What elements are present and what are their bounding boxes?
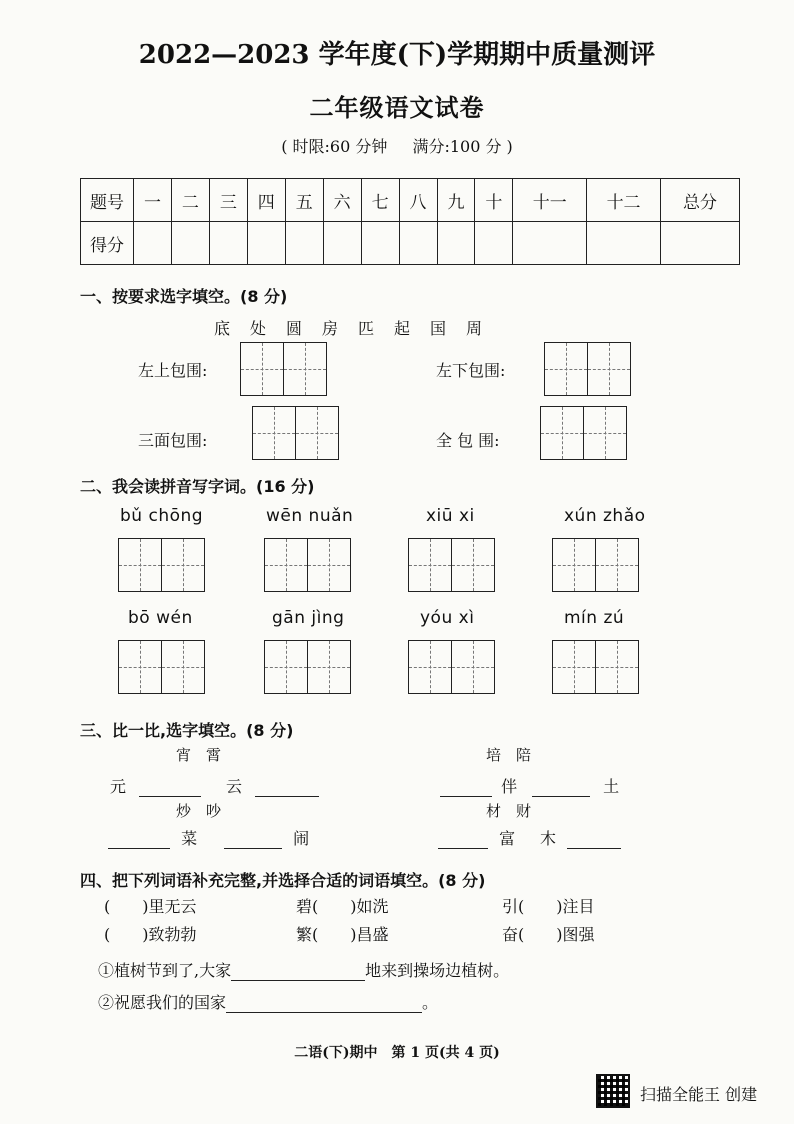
writing-cell[interactable] [307,640,351,694]
col-11: 十一 [513,179,587,222]
writing-cell[interactable] [595,640,639,694]
answer-grid[interactable] [552,640,639,694]
col-3: 三 [209,179,247,222]
pinyin: bǔ chōng [120,506,204,526]
word-char: 土 [603,777,620,796]
writing-cell[interactable] [240,342,284,396]
answer-grid-three-side[interactable] [252,406,339,460]
blank[interactable] [440,778,492,797]
writing-cell[interactable] [595,538,639,592]
sentence-1 [98,958,509,981]
answer-grid[interactable] [552,538,639,592]
pinyin: gān jìng [272,608,345,628]
char-pair: 炒 吵 [176,802,222,820]
label-full: 全 包 围: [436,431,500,450]
col-1: 一 [134,179,172,222]
score-cell[interactable] [285,222,323,265]
pinyin: xún zhǎo [564,506,646,526]
writing-cell[interactable] [252,406,296,460]
score-cell[interactable] [134,222,172,265]
writing-cell[interactable] [118,538,162,592]
section2-heading: 二、我会读拼音写字词。(16 分) [80,477,315,496]
blank[interactable] [567,830,621,849]
time-limit: ( 时限:60 分钟 [281,137,388,156]
writing-cell[interactable] [583,406,627,460]
writing-cell[interactable] [161,538,205,592]
col-6: 六 [323,179,361,222]
label-three-side: 三面包围: [138,431,208,450]
score-cell[interactable] [437,222,475,265]
section3-heading: 三、比一比,选字填空。(8 分) [80,721,294,740]
writing-cell[interactable] [540,406,584,460]
char-pair: 材 财 [486,802,532,820]
writing-cell[interactable] [552,640,596,694]
writing-cell[interactable] [161,640,205,694]
answer-grid[interactable] [408,640,495,694]
score-cell[interactable] [247,222,285,265]
writing-cell[interactable] [408,640,452,694]
answer-grid[interactable] [264,640,351,694]
writing-cell[interactable] [295,406,339,460]
idiom-item[interactable]: ( )致勃勃 [104,925,197,944]
blank[interactable] [438,830,488,849]
word-char: 闹 [293,829,310,848]
fill-item [110,774,201,797]
word-char: 富 [499,829,516,848]
blank[interactable] [231,962,365,981]
scanner-watermark: 扫描全能王 创建 [640,1085,758,1104]
pinyin: mín zú [564,608,625,628]
word-char: 木 [540,829,557,848]
answer-grid-full[interactable] [540,406,627,460]
fill-item [224,826,309,849]
sentence-2 [98,990,438,1013]
char-pair: 宵 霄 [176,746,222,764]
blank[interactable] [226,994,422,1013]
answer-grid[interactable] [408,538,495,592]
score-table-score-row [81,222,740,265]
page-footer: 二语(下)期中 第 1 页(共 4 页) [294,1045,500,1061]
answer-grid-top-left[interactable] [240,342,327,396]
score-cell[interactable] [323,222,361,265]
word-char: 伴 [501,777,518,796]
col-8: 八 [399,179,437,222]
answer-grid[interactable] [118,538,205,592]
word-char: 云 [226,777,243,796]
idiom-item[interactable]: 奋( )图强 [502,925,595,944]
sentence-text: ②祝愿我们的国家 [98,993,227,1012]
writing-cell[interactable] [552,538,596,592]
score-cell[interactable] [475,222,513,265]
score-cell[interactable] [171,222,209,265]
col-7: 七 [361,179,399,222]
sentence-text: 。 [422,993,439,1012]
fill-item [540,826,621,849]
col-10: 十 [475,179,513,222]
full-score: 满分:100 分 ) [412,137,513,156]
exam-subtitle: 二年级语文试卷 [309,93,485,122]
section1-heading: 一、按要求选字填空。(8 分) [80,287,288,306]
pinyin: wēn nuǎn [266,506,354,526]
blank[interactable] [532,778,590,797]
score-cell[interactable] [513,222,587,265]
writing-cell[interactable] [587,342,631,396]
score-cell[interactable] [587,222,661,265]
answer-grid-bottom-left[interactable] [544,342,631,396]
score-cell[interactable] [399,222,437,265]
score-cell[interactable] [209,222,247,265]
fill-item [438,826,515,849]
writing-cell[interactable] [544,342,588,396]
writing-cell[interactable] [451,538,495,592]
writing-cell[interactable] [264,640,308,694]
writing-cell[interactable] [264,538,308,592]
blank[interactable] [255,778,319,797]
idiom-item[interactable]: 碧( )如洗 [296,897,389,916]
score-label: 得分 [81,222,134,265]
sentence-text: ①植树节到了,大家 [98,961,232,980]
col-5: 五 [285,179,323,222]
section4-heading: 四、把下列词语补充完整,并选择合适的词语填空。(8 分) [80,871,486,890]
idiom-item[interactable]: 引( )注目 [502,897,595,916]
writing-cell[interactable] [307,538,351,592]
sentence-text: 地来到操场边植树。 [365,961,510,980]
total-label: 总分 [661,179,740,222]
blank[interactable] [108,830,170,849]
pinyin: xiū xi [426,506,475,526]
writing-cell[interactable] [408,538,452,592]
question-number-label: 题号 [81,179,134,222]
label-top-left: 左上包围: [138,361,208,380]
label-bottom-left: 左下包围: [436,361,506,380]
section1-chars: 底 处 圆 房 匹 起 国 周 [214,319,485,338]
idiom-item[interactable]: ( )里无云 [104,897,197,916]
score-cell[interactable] [661,222,740,265]
blank[interactable] [139,778,201,797]
writing-cell[interactable] [283,342,327,396]
fill-item [440,774,517,797]
char-pair: 培 陪 [486,746,532,764]
blank[interactable] [224,830,282,849]
fill-item [226,774,319,797]
exam-info [0,134,794,157]
qr-code-icon [596,1074,630,1108]
writing-cell[interactable] [118,640,162,694]
col-2: 二 [171,179,209,222]
writing-cell[interactable] [451,640,495,694]
col-9: 九 [437,179,475,222]
answer-grid[interactable] [264,538,351,592]
idiom-item[interactable]: 繁( )昌盛 [296,925,389,944]
fill-item [532,774,619,797]
col-4: 四 [247,179,285,222]
pinyin: bō wén [128,608,193,628]
word-char: 菜 [181,829,198,848]
score-table-header-row [81,179,740,222]
word-char: 元 [110,777,127,796]
score-table [80,178,740,265]
pinyin: yóu xì [420,608,475,628]
answer-grid[interactable] [118,640,205,694]
exam-title: 2022—2023 学年度(下)学期期中质量测评 [138,40,656,70]
score-cell[interactable] [361,222,399,265]
col-12: 十二 [587,179,661,222]
fill-item [108,826,197,849]
